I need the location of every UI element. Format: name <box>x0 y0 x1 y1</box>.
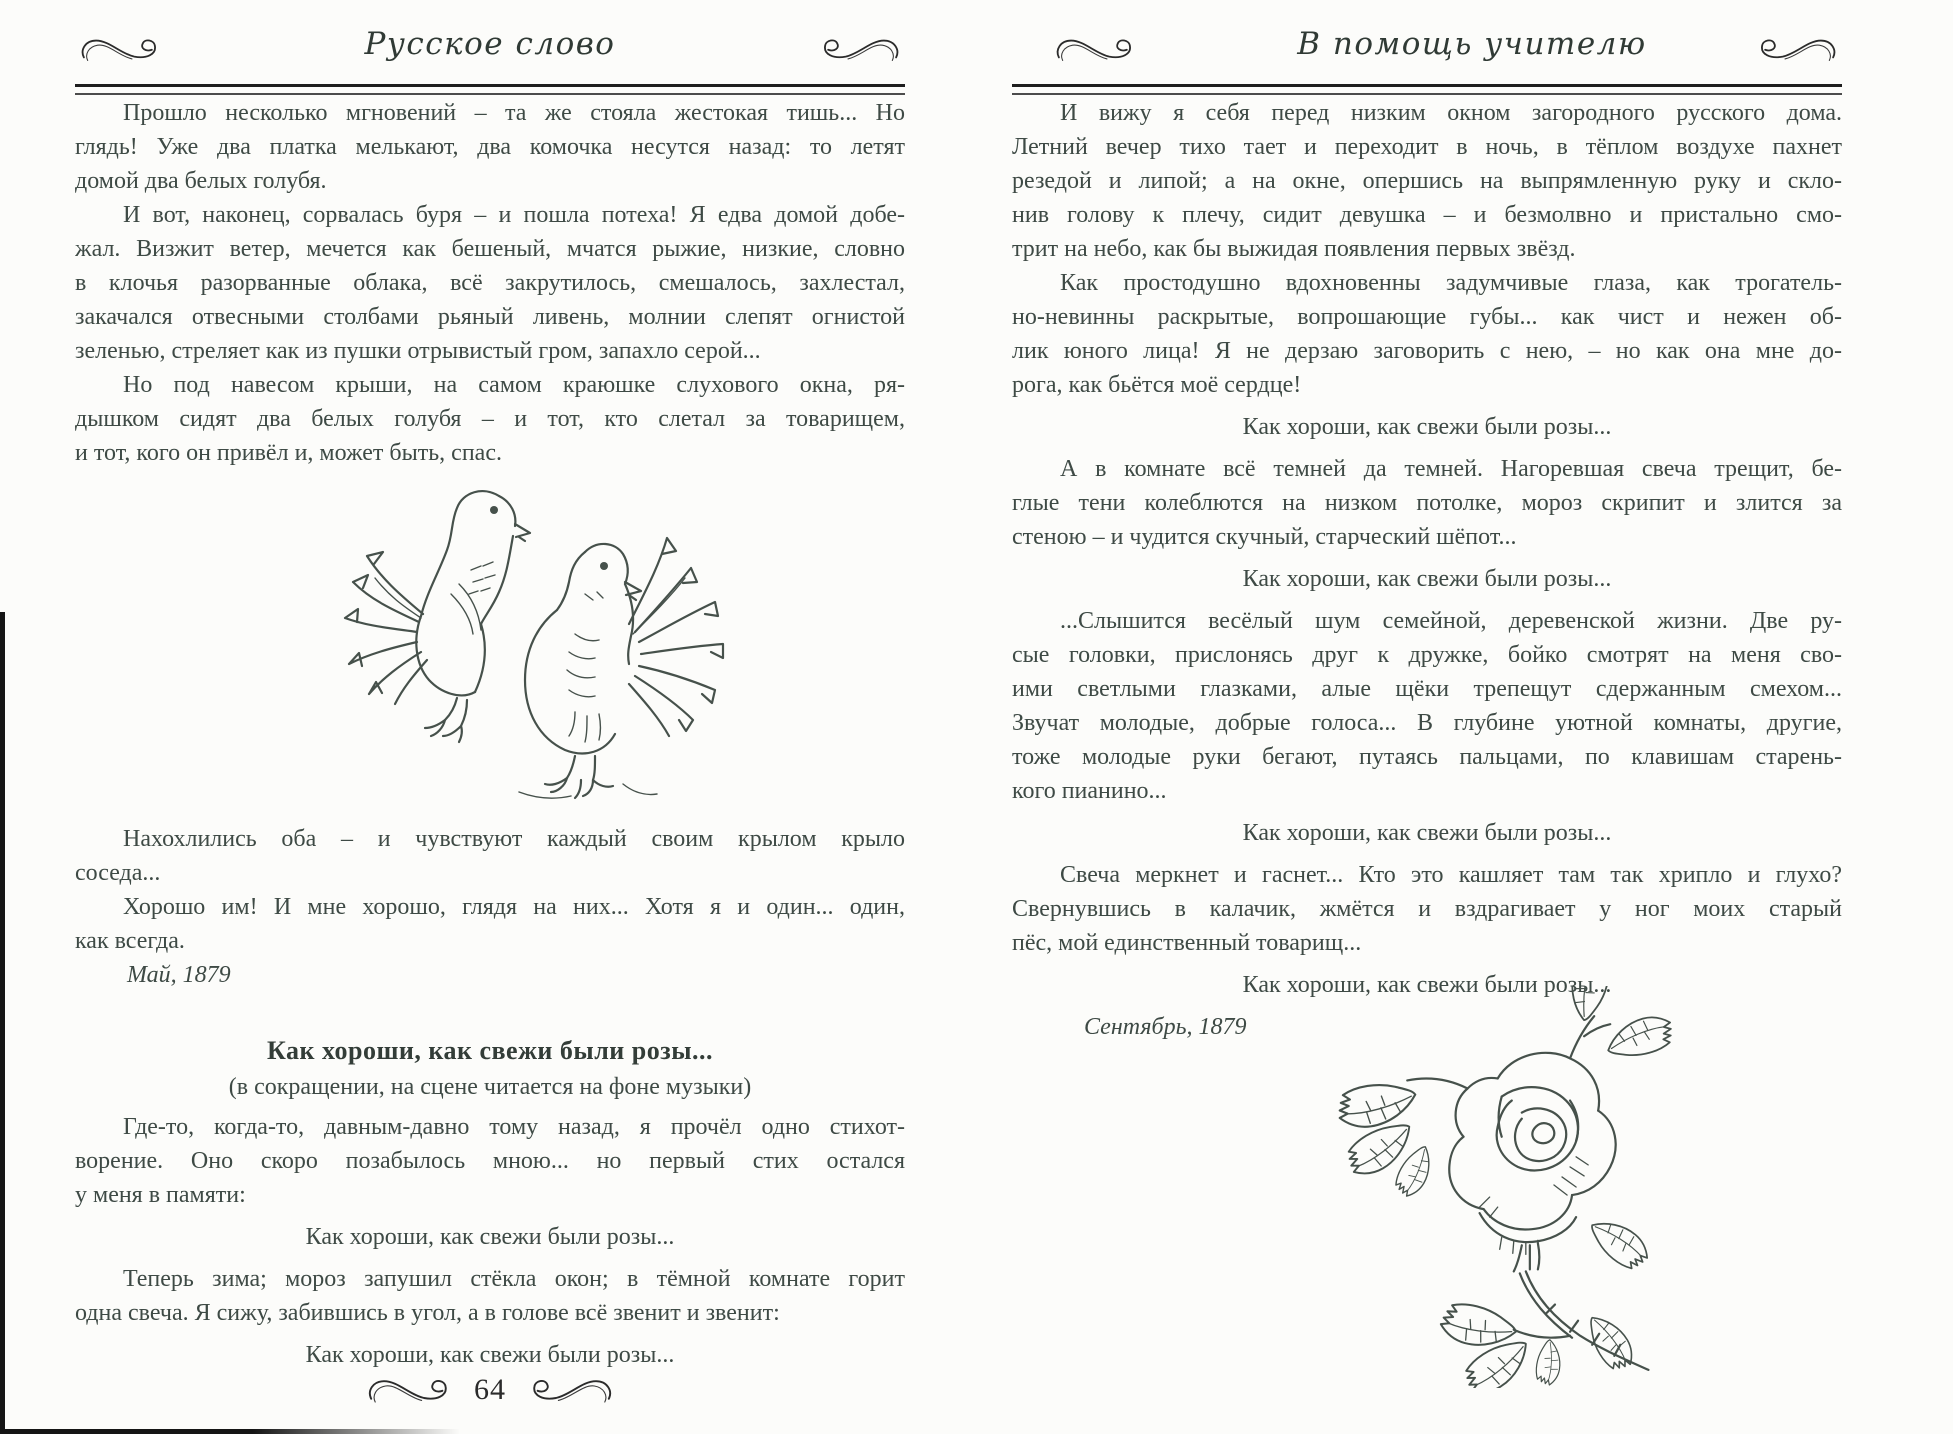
paragraph <box>75 198 905 368</box>
text-line: в клочья разорванные облака, всё закрутилось, смешалось, захлестал, <box>75 270 905 296</box>
text-line: Звучат молодые, добрые голоса... В глубине уютной комнаты, другие, <box>1012 710 1842 736</box>
refrain-line: Как хороши, как свежи были розы... <box>1242 414 1612 440</box>
scan-edge-artifact <box>0 612 5 1434</box>
text-line: глядь! Уже два платка мелькают, два комочка несутся назад: то летят <box>75 134 905 160</box>
text-line: жал. Визжит ветер, мечется как бешеный, мчатся рыжие, низкие, словно <box>75 236 905 262</box>
text-line: стеною – и чудится скучный, старческий шёпот... <box>1012 524 1517 550</box>
right-page <box>1012 0 1842 1434</box>
text-line: лик юного лица! Я не дерзаю заговорить с нею, – но как она мне до- <box>1012 338 1842 364</box>
text-line: соседа... <box>75 860 161 886</box>
text-line: зеленью, стреляет как из пушки отрывистый гром, запахло серой... <box>75 338 761 364</box>
refrain-line: Как хороши, как свежи были розы... <box>1242 566 1612 592</box>
date-line: Сентябрь, 1879 <box>1084 1014 1247 1040</box>
right-page-header <box>1012 24 1842 94</box>
text-line: Нахохлились оба – и чувствуют каждый своим крылом крыло <box>123 826 905 852</box>
text-line: Свернувшись в калачик, жмётся и вздрагивает у ног моих старый <box>1012 896 1842 922</box>
text-line: ...Слышится весёлый шум семейной, деревенской жизни. Две ру- <box>1060 608 1842 634</box>
flourish-icon <box>1756 32 1840 66</box>
left-page-text <box>75 96 905 1380</box>
text-line: пёс, мой единственный товарищ... <box>1012 930 1362 956</box>
text-line: сые головки, прислонясь друг к дружке, бойко смотрят на меня сво- <box>1012 642 1842 668</box>
text-line: И вот, наконец, сорвалась буря – и пошла потеха! Я едва домой добе- <box>123 202 905 228</box>
flourish-icon <box>362 1374 454 1406</box>
text-line: как всегда. <box>75 928 185 954</box>
text-line: кого пианино... <box>1012 778 1167 804</box>
header-rule <box>75 84 905 95</box>
text-line: Свеча меркнет и гаснет... Кто это кашляет там так хрипло и глухо? <box>1060 862 1842 888</box>
text-line: Прошло несколько мгновений – та же стояла жестокая тишь... Но <box>123 100 905 126</box>
refrain-line: Как хороши, как свежи были розы... <box>1242 972 1612 998</box>
text-line: у меня в памяти: <box>75 1182 246 1208</box>
text-line: закачался отвесными столбами рьяный ливень, молнии слепят огнистой <box>75 304 905 330</box>
text-line: глые тени колеблются на низком потолке, мороз скрипит и злится за <box>1012 490 1842 516</box>
page-number: 64 <box>474 1373 506 1406</box>
paragraph <box>1012 96 1842 266</box>
paragraph <box>1012 604 1842 808</box>
paragraph <box>1012 266 1842 402</box>
rose-illustration <box>1237 986 1682 1388</box>
text-line: А в комнате всё темней да темней. Нагоревшая свеча трещит, бе- <box>1060 456 1842 482</box>
text-line: Летний вечер тихо тает и переходит в ночь, в тёплом воздухе пахнет <box>1012 134 1842 160</box>
paragraph <box>75 1262 905 1330</box>
flourish-icon <box>819 32 903 66</box>
paragraph <box>75 822 905 890</box>
text-line: дышком сидят два белых голубя – и тот, кто слетал за товарищем, <box>75 406 905 432</box>
paragraph <box>1012 452 1842 554</box>
text-line: нив голову к плечу, сидит девушка – и безмолвно и пристально смо- <box>1012 202 1842 228</box>
text-line: домой два белых голубя. <box>75 168 327 194</box>
refrain-line: Как хороши, как свежи были розы... <box>305 1224 675 1250</box>
doves-illustration <box>75 470 905 822</box>
text-line: рога, как бьётся моё сердце! <box>1012 372 1302 398</box>
text-line: и тот, кого он привёл и, может быть, спас. <box>75 440 502 466</box>
paragraph <box>75 368 905 470</box>
text-line: но-невинны раскрытые, вопрошающие губы... как чист и нежен об- <box>1012 304 1842 330</box>
paragraph <box>75 96 905 198</box>
refrain-line: Как хороши, как свежи были розы... <box>1242 820 1612 846</box>
right-header-title: В помощь учителю <box>1297 26 1647 62</box>
section-subtitle: (в сокращении, на сцене читается на фоне музыки) <box>228 1074 752 1100</box>
text-line: ворение. Оно скоро позабылось мною... но первый стих остался <box>75 1148 905 1174</box>
scan-edge-artifact <box>0 1429 460 1434</box>
text-line: И вижу я себя перед низким окном загородного русского дома. <box>1060 100 1842 126</box>
text-line: ими светлыми глазками, алые щёки трепещут сдержанным смехом... <box>1012 676 1842 702</box>
text-line: Но под навесом крыши, на самом краюшке слухового окна, ря- <box>123 372 905 398</box>
date-line: Май, 1879 <box>127 962 231 988</box>
header-rule <box>1012 84 1842 95</box>
text-line: Теперь зима; мороз запушил стёкла окон; в тёмной комнате горит <box>123 1266 905 1292</box>
text-line: тоже молодые руки бегают, путаясь пальцами, по клавишам старень- <box>1012 744 1842 770</box>
text-line: Где-то, когда-то, давным-давно тому назад, я прочёл одно стихот- <box>123 1114 905 1140</box>
left-header-title: Русское слово <box>364 26 616 62</box>
paragraph <box>75 1110 905 1212</box>
doves-drawing <box>323 474 759 814</box>
text-line: одна свеча. Я сижу, забившись в угол, а в голове всё звенит и звенит: <box>75 1300 780 1326</box>
text-line: трит на небо, как бы выжидая появления первых звёзд. <box>1012 236 1576 262</box>
refrain-line: Как хороши, как свежи были розы... <box>305 1342 675 1368</box>
paragraph <box>75 890 905 958</box>
text-line: Как простодушно вдохновенны задумчивые глаза, как трогатель- <box>1060 270 1842 296</box>
flourish-icon <box>526 1374 618 1406</box>
left-page-header <box>75 24 905 94</box>
right-page-text <box>1012 96 1842 1044</box>
text-line: Хорошо им! И мне хорошо, глядя на них... Хотя я и один... один, <box>123 894 905 920</box>
text-line: резедой и липой; а на окне, опершись на выпрямленную руку и скло- <box>1012 168 1842 194</box>
paragraph <box>1012 858 1842 960</box>
page-footer <box>75 1368 905 1412</box>
section-title: Как хороши, как свежи были розы... <box>267 1036 713 1065</box>
left-page <box>75 0 905 1434</box>
